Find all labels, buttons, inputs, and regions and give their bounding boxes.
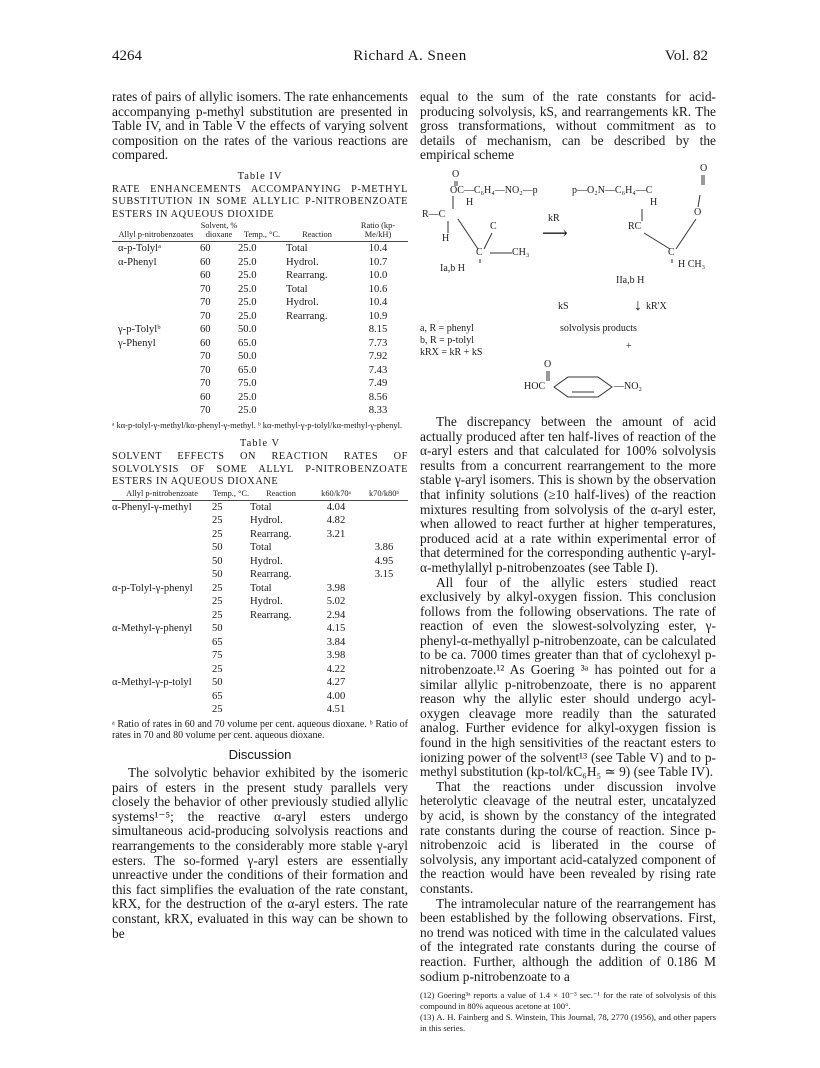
table-cell: γ-p-Tolylᵇ [118,324,161,336]
table-cell: Total [250,501,272,513]
table-cell: Hydrol. [250,515,283,527]
table-cell: α-Phenyl-γ-methyl [112,501,192,513]
table-row [112,622,408,636]
table-cell: 7.92 [368,351,388,363]
table-cell: 25 [212,515,223,527]
table-cell: 50 [212,569,223,581]
table-cell: 10.4 [368,243,388,255]
table-cell: 10.4 [368,297,388,309]
table-cell: 8.33 [368,405,388,417]
table-cell: 70 [200,283,211,295]
table-cell: 70 [200,297,211,309]
table-cell: Rearrang. [250,528,292,540]
table5-header-cell: Temp., °C. [212,488,250,498]
table-cell: 50 [212,555,223,567]
paragraph-heterolytic: That the reactions under discussion involve heterolytic cleavage of the neutral ester, uncatalyzed by acid, is shown by the constancy of the integrated rate constants during the course of reaction. Since p-nitrobenzoic acid is liberated in the course of solvolysis, any important acid-catalyzed component of the reaction would have been revealed by rising rate constants. [420,778,716,896]
table-cell [360,514,408,528]
table-cell [250,636,312,650]
table-row [112,500,408,514]
scheme-text: H [466,196,474,208]
table-cell [112,283,200,297]
table-cell [112,663,212,677]
table-cell: Hydrol. [286,256,319,268]
scheme-text: RC [628,220,642,232]
table-cell [360,690,408,704]
scheme-label-IIab: IIa,b H [616,274,645,286]
table-cell [286,323,348,337]
legend-k: kRX = kR + kS [420,346,483,358]
table-cell [112,377,200,391]
table-cell: 50.0 [238,351,257,363]
author-name: Richard A. Sneen [353,48,467,64]
discussion-heading: Discussion [228,746,292,762]
table-cell [112,514,212,528]
table-cell: Total [286,243,308,255]
table-cell [250,649,312,663]
table-cell [360,676,408,690]
table-cell: 25 [212,663,223,675]
table-cell: 7.43 [368,364,388,376]
table-cell [112,555,212,569]
table-cell: 4.00 [326,690,346,702]
arrow-icon: ⟶ [542,222,568,243]
table-cell: 70 [200,405,211,417]
table-cell: Rearrang. [250,609,292,621]
table-cell: 4.27 [326,677,346,689]
scheme-label-Iab: Ia,b H [440,262,465,274]
table4-header-cell: Ratio (kp-Me/kH) [360,221,396,240]
table-cell: 25.0 [238,297,257,309]
scheme-text: —NO₂ [614,380,642,392]
table4-body [112,242,408,418]
table-cell: Total [286,283,308,295]
table-cell: 7.49 [368,378,388,390]
table-cell [360,582,408,596]
table-cell: Hydrol. [250,596,283,608]
scheme-text: OC—C₆H₄—NO₂—p [450,184,538,196]
table-cell: 60 [200,243,211,255]
table-cell [112,649,212,663]
table-cell: 25.0 [238,310,257,322]
table-cell: 2.94 [326,609,346,621]
table-row [112,364,408,378]
table-cell: 5.02 [326,596,346,608]
table5-caption: Table V [239,438,281,450]
table-cell: Rearrang. [286,310,328,322]
table4-header-row [112,221,408,242]
table-cell [312,555,360,569]
legend-a: a, R = phenyl [420,322,474,334]
table-cell [360,663,408,677]
table-cell: 25 [212,596,223,608]
table-cell: Total [250,582,272,594]
table-cell: 3.98 [326,582,346,594]
reaction-scheme [420,163,716,415]
scheme-rate-kRX: kR'X [646,300,667,312]
paragraph-alkyl-oxygen: All four of the allylic esters studied react exclusively by alkyl-oxygen fission. This conclusion follows from the following observations. The rate of reaction of even the slowest-solvolyzing ester, γ-phenyl-α-methyallyl p-nitrobenzoate, can be calculated to be ca. 7000 times greater than that of cyclohexyl p-nitrobenzoate.¹² As Goering ³ᵃ has pointed out for a similar allylic p-nitrobenzoate, there is no apparent reason why the allylic ester should undergo acyl-oxygen cleavage more readily than the saturated analog. Further evidence for alkyl-oxygen fission is found in the high sensitivities of the reactant esters to ionizing power of the solvent¹³ (see Table V) and to p-methyl substitution (kp-tol/kC₆H₅ ≃ 9) (see Table IV). [420,574,716,780]
table-cell: 25.0 [238,270,257,282]
table-cell: Rearrang. [250,569,292,581]
table-cell [360,649,408,663]
table-cell: 25 [212,582,223,594]
running-header [112,48,708,68]
table-cell [112,703,212,717]
table-cell [312,568,360,582]
table4-caption: Table IV [237,170,283,182]
table-row [112,609,408,623]
table4-header-cell: Reaction [302,230,332,240]
table-cell [250,690,312,704]
table-cell: 25 [212,528,223,540]
down-arrow-icon: ↓ [634,296,642,314]
scheme-text: C [668,246,675,258]
table-cell [112,350,200,364]
table-cell: 50 [212,623,223,635]
table-cell: 25.0 [238,256,257,268]
table4-header-cell: Temp., °C. [243,230,281,240]
table-cell: 70 [200,364,211,376]
table4-header-cell: Allyl p-nitrobenzoates [118,230,194,240]
table-cell [250,703,312,717]
table-row [112,404,408,418]
table-cell [112,541,212,555]
table-row [112,256,408,270]
table-cell: 60 [200,337,211,349]
table-row [112,350,408,364]
scheme-text: O [452,168,460,180]
table-row [112,323,408,337]
table-cell: 25 [212,501,223,513]
table-cell [360,500,408,514]
table-cell: 8.15 [368,324,388,336]
table-cell: 3.98 [326,650,346,662]
table-row [112,296,408,310]
table-cell: 70 [200,351,211,363]
table-row [112,337,408,351]
discussion-paragraph: The solvolytic behavior exhibited by the isomeric pairs of esters in the present study parallels very closely the behavior of other previously studied allylic systems¹⁻⁵; the reactive α-aryl esters undergo simultaneous acid-producing solvolysis reactions and rearrangements to the considerably more stable γ-aryl esters. The so-formed γ-aryl esters are essentially unreactive under the conditions of their formation and this fact simplifies the evaluation of the rate constant, kRX, for the destruction of the α-aryl esters. The rate constant, kRX, evaluated in this way can be shown to be [112,764,408,941]
table-cell: Hydrol. [250,555,283,567]
table-cell [112,595,212,609]
table-cell [112,690,212,704]
scheme-rate-kR: kR [548,212,560,224]
table-cell: α-p-Tolylᵃ [118,243,162,255]
scheme-text: O [694,206,702,218]
table-cell [112,364,200,378]
table-cell [112,391,200,405]
table-cell: 7.73 [368,337,388,349]
table-row [112,528,408,542]
table-cell [250,676,312,690]
scheme-text: p—O₂N—C₆H₄—C [572,184,653,196]
table-row [112,283,408,297]
table5-header-cell: k70/k80ᵇ [368,488,400,498]
table-cell: 25 [212,704,223,716]
table-cell: 60 [200,391,211,403]
table-cell: 50.0 [238,324,257,336]
table-cell: 50 [212,542,223,554]
table-row [112,310,408,324]
table-cell: 10.7 [368,256,388,268]
paragraph-discrepancy: The discrepancy between the amount of acid actually produced after ten half-lives of reaction of the α-aryl esters and that calculated for 100% solvolysis results from a concurrent rearrangement to the more stable γ-aryl isomers. This is shown by the observation that infinity solutions (≥10 half-lives) of the reaction mixtures resulting from solvolysis of the α-aryl ester, when allowed to react further at higher temperatures, produced acid at a rate within experimental error of that determined for the corresponding authentic γ-aryl-α-methylallyl p-nitrobenzoates (see Table I). [420,413,716,575]
table5-footnote: ᵃ Ratio of rates in 60 and 70 volume per cent. aqueous dioxane. ᵇ Ratio of rates in 70 and 80 volume per cent. aqueous dioxane. [112,718,408,741]
page-number: 4264 [112,48,142,64]
table-cell: 10.6 [368,283,388,295]
solvolysis-products-label: solvolysis products [560,322,637,334]
table-cell: 25.0 [238,243,257,255]
table-cell: 10.9 [368,310,388,322]
scheme-text: C [476,246,483,258]
scheme-rate-kS: kS [558,300,569,312]
table-row [112,541,408,555]
table4-title: RATE ENHANCEMENTS ACCOMPANYING P-METHYL SUBSTITUTION IN SOME ALLYLIC P-NITROBENZOATE ESTERS IN AQUEOUS DIOXIDE [112,183,408,220]
table-row [112,555,408,569]
table-cell: 60 [200,256,211,268]
scheme-text: H CH₃ [678,258,706,270]
table-cell: 10.0 [368,270,388,282]
table-cell: 65 [212,636,223,648]
table-cell: 3.15 [374,569,394,581]
paragraph-intramolecular: The intramolecular nature of the rearrangement has been established by the following observations. First, no trend was noticed with time in the calculated values of the integrated rate constants during the course of reaction. Further, although the addition of 0.186 M sodium p-nitrobenzoate to a [420,895,716,984]
table-cell: Hydrol. [286,297,319,309]
table-cell: Total [250,542,272,554]
table4-header-cell: Solvent, % dioxane [200,221,238,240]
plus-sign: + [626,340,632,352]
table-row [112,242,408,256]
table-cell: 25.0 [238,405,257,417]
table-cell: 4.95 [374,555,394,567]
table5-header-cell: k60/k70ᵃ [321,488,351,498]
table-cell: 60 [200,324,211,336]
table-cell: 75 [212,650,223,662]
table-row [112,391,408,405]
table4 [112,221,408,418]
table-cell [360,703,408,717]
table-cell: 4.15 [326,623,346,635]
table-cell [286,404,348,418]
table-row [112,595,408,609]
table-cell [112,404,200,418]
table-cell: α-Methyl-γ-p-tolyl [112,677,192,689]
table-cell [360,609,408,623]
table-cell [360,595,408,609]
table-cell [360,636,408,650]
table-cell: 4.82 [326,515,346,527]
table-row [112,636,408,650]
table-cell: α-Phenyl [118,256,157,268]
table-cell [286,377,348,391]
table-cell: 70 [200,310,211,322]
table-cell: 25.0 [238,391,257,403]
table5-header-row [112,489,408,501]
table-cell [360,528,408,542]
table5-header-cell: Reaction [266,488,296,498]
table-cell [286,337,348,351]
table-row [112,377,408,391]
table-row [112,582,408,596]
paragraph-rate-sum: equal to the sum of the rate constants for acid-producing solvolysis, kS, and rearrangements kR. The gross transformations, without commitment as to details of mechanism, can be described by the empirical scheme [420,89,716,163]
table-row [112,676,408,690]
scheme-text: CH₃ [512,246,530,258]
references [420,990,716,1034]
table-cell: 4.51 [326,704,346,716]
table-cell [112,609,212,623]
table-cell: 50 [212,677,223,689]
volume-label: Vol. 82 [664,48,708,64]
scheme-text: HOC [524,380,546,392]
table-cell: 3.21 [326,528,346,540]
table-cell [112,528,212,542]
table-row [112,690,408,704]
table-cell: 25 [212,609,223,621]
table-row [112,269,408,283]
table4-footnote: ᵃ kα-p-tolyl-γ-methyl/kα-phenyl-γ-methyl. ᵇ kα-methyl-γ-p-tolyl/kα-methyl-γ-phenyl. [112,419,403,430]
scheme-text: R—C [422,208,446,220]
scheme-text: O [700,162,708,174]
legend-b: b, R = p-tolyl [420,334,474,346]
table-row [112,703,408,717]
table-cell [312,541,360,555]
scheme-text: H [650,196,658,208]
table-cell [112,296,200,310]
table-cell [112,636,212,650]
table-cell: 65.0 [238,364,257,376]
table-cell [286,391,348,405]
table-cell: 8.56 [368,391,388,403]
right-column [420,90,716,1034]
table-row [112,568,408,582]
scheme-text: C [490,220,497,232]
scheme-text: O [544,358,552,370]
table-cell: 60 [200,270,211,282]
table-cell: 75.0 [238,378,257,390]
table-cell: Rearrang. [286,270,328,282]
table-cell: 65 [212,690,223,702]
scheme-text: H [442,232,450,244]
reference-12: (12) Goering³ᵃ reports a value of 1.4 × 10⁻³ sec.⁻¹ for the rate of solvolysis of this compound in 80% aqueous acetone at 100°. [420,990,716,1012]
table-cell: α-p-Tolyl-γ-phenyl [112,582,193,594]
table-cell [112,310,200,324]
table-cell: 70 [200,378,211,390]
table-cell [360,622,408,636]
table5 [112,489,408,717]
table-cell [286,350,348,364]
table-cell: γ-Phenyl [118,337,156,349]
table-cell [250,622,312,636]
table-cell: α-Methyl-γ-phenyl [112,623,193,635]
table-row [112,663,408,677]
table-cell: 3.86 [374,542,394,554]
table-cell [286,364,348,378]
left-column [112,90,408,941]
table-cell: 25.0 [238,283,257,295]
reference-13: (13) A. H. Fainberg and S. Winstein, This Journal, 78, 2770 (1956), and other papers in this series. [420,1012,716,1034]
table-cell: 3.84 [326,636,346,648]
table-cell: 4.22 [326,663,346,675]
table-cell: 65.0 [238,337,257,349]
table-cell: 4.04 [326,501,346,513]
table5-header-cell: Allyl p-nitrobenzoate [126,488,198,498]
scheme-bonds [420,163,716,415]
table5-title: SOLVENT EFFECTS ON REACTION RATES OF SOLVOLYSIS OF SOME ALLYL P-NITROBENZOATE ESTERS IN AQUEOUS DIOXANE [112,451,408,488]
table-cell [112,568,212,582]
table5-body [112,500,408,717]
intro-paragraph: rates of pairs of allylic isomers. The rate enhancements accompanying p-methyl substitution are presented in Table IV, and in Table V the effects of varying solvent composition on the rates of the various reactions are compared. [112,89,408,163]
table-cell [112,269,200,283]
table-row [112,649,408,663]
table-cell [250,663,312,677]
table-row [112,514,408,528]
